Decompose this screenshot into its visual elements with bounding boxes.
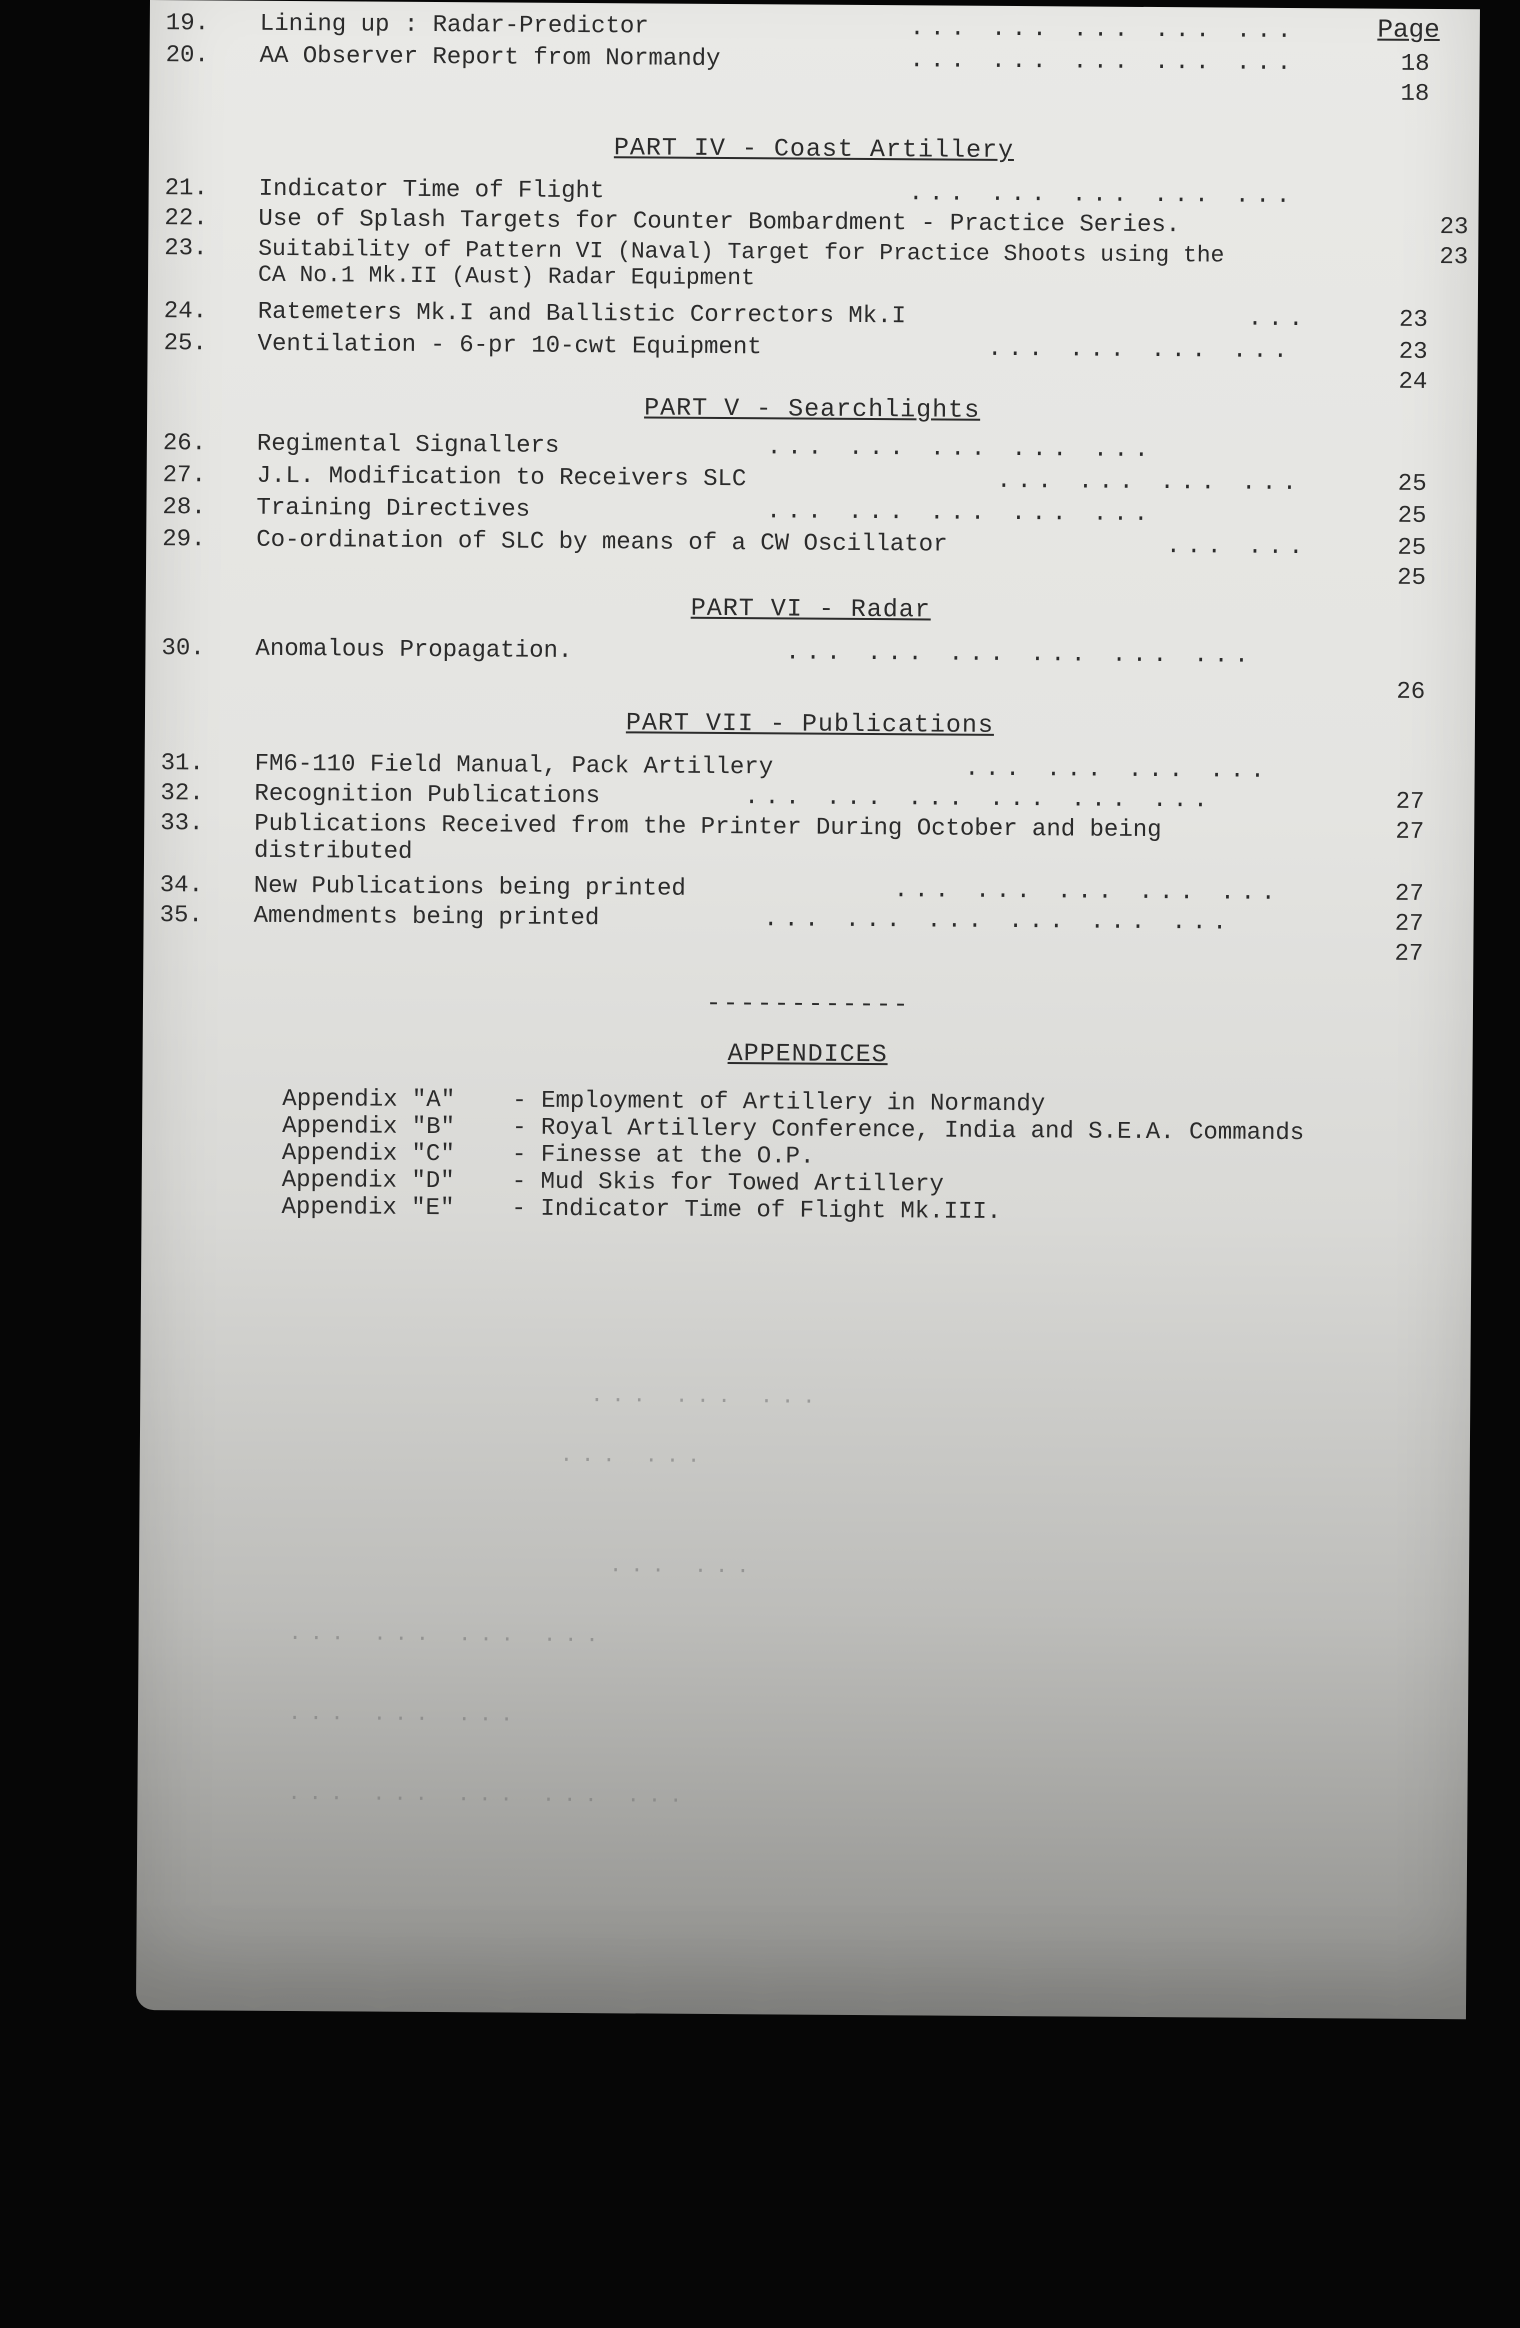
leader-dots: ... ... ... ... [987, 335, 1294, 365]
entry-title: Recognition Publications [254, 780, 601, 811]
appendix-item [281, 1194, 1001, 1226]
leader-dots: ... [1247, 305, 1310, 334]
appendices-heading: APPENDICES [727, 1039, 888, 1070]
appendix-label: Appendix "C" [281, 1139, 455, 1169]
appendix-label: Appendix "B" [282, 1112, 456, 1142]
entry-page: 27 [1394, 910, 1424, 938]
entry-page: 23 [1398, 338, 1428, 366]
section-heading: PART VII - Publications [625, 708, 995, 740]
leader-dots: ... ... ... ... ... ... [744, 784, 1214, 815]
entry-number: 28. [162, 494, 206, 522]
entry-title: Regimental Signallers [256, 430, 560, 460]
page-column-label: Page [1377, 14, 1440, 46]
leader-dots: ... ... ... ... [964, 755, 1271, 785]
entry-number: 24. [163, 298, 208, 326]
leader-dots: ... ... ... ... [996, 467, 1303, 498]
entry-title: J.L. Modification to Receivers SLC [256, 462, 747, 494]
entry-title: Anomalous Propagation. [255, 635, 573, 665]
entry-number: 30. [161, 635, 205, 663]
bleed-through-marks: ... ... ... [287, 1701, 522, 1728]
entry-title: New Publications being printed [253, 872, 686, 903]
entry-title: Ratemeters Mk.I and Ballistic Correctors Mk.I [257, 298, 907, 331]
entry-page: 26 [1396, 678, 1426, 706]
entry-title: Use of Splash Targets for Counter Bombardment - Practice Series. [258, 205, 1181, 240]
appendix-label: Appendix "E" [281, 1193, 455, 1223]
leader-dots: ... ... ... ... ... ... [763, 906, 1233, 937]
appendix-item [282, 1140, 815, 1171]
entry-page: 18 [1400, 80, 1430, 108]
entry-number: 20. [165, 42, 209, 70]
entry-title: Indicator Time of Flight [258, 175, 605, 206]
entry-title: Lining up : Radar-Predictor [259, 10, 649, 41]
entry-title: AA Observer Report from Normandy [259, 42, 721, 73]
entry-number: 34. [159, 872, 204, 900]
entry-title: Training Directives [256, 494, 531, 524]
entry-title: Co-ordination of SLC by means of a CW Oscillator [256, 526, 948, 559]
appendix-desc: - Royal Artillery Conference, India and S.E.A. Commands [512, 1114, 1305, 1148]
section-heading: PART IV - Coast Artillery [613, 133, 1015, 166]
entry-page: 25 [1397, 470, 1427, 498]
leader-dots: ... ... ... ... ... ... [785, 639, 1255, 670]
entry-page: 23 [1439, 244, 1469, 272]
section-heading: PART V - Searchlights [644, 393, 981, 425]
entry-page: 25 [1397, 564, 1427, 592]
entry-page: 24 [1398, 368, 1428, 396]
appendix-desc: - Employment of Artillery in Normandy [512, 1087, 1046, 1119]
bleed-through-marks: ... ... [559, 1442, 709, 1469]
entry-title: Publications Received from the Printer During October and being distributed [253, 810, 1162, 866]
leader-dots: ... ... ... ... ... [909, 47, 1298, 78]
entry-title: Ventilation - 6-pr 10-cwt Equipment [257, 330, 762, 362]
appendix-desc: - Mud Skis for Towed Artillery [511, 1168, 944, 1199]
leader-dots: ... ... ... ... ... [908, 180, 1297, 211]
entry-title: FM6-110 Field Manual, Pack Artillery [254, 750, 774, 782]
leader-dots: ... ... ... ... ... [766, 498, 1155, 529]
entry-number: 19. [165, 10, 210, 38]
bleed-through-marks: ... ... ... ... [288, 1621, 607, 1649]
entry-number: 26. [162, 430, 207, 458]
bleed-through-marks: ... ... ... ... ... [287, 1781, 691, 1809]
entry-page: 23 [1398, 306, 1428, 334]
entry-number: 27. [162, 462, 206, 490]
entry-page: 23 [1439, 214, 1469, 242]
entry-title: Amendments being printed [253, 902, 600, 933]
appendix-label: Appendix "D" [281, 1166, 455, 1196]
entry-number: 32. [160, 780, 204, 808]
document-page [136, 0, 1480, 2019]
entry-title: Suitability of Pattern VI (Naval) Target for Practice Shoots using the CA No.1 Mk.II (Aust) Radar Equipment [257, 235, 1225, 292]
leader-dots: ... ... [1166, 533, 1310, 562]
entry-number: 22. [164, 205, 208, 233]
entry-page: 25 [1397, 534, 1427, 562]
separator-line: ------------ [705, 988, 911, 1020]
entry-page: 25 [1397, 502, 1427, 530]
toc-entry [145, 670, 1475, 709]
leader-dots: ... ... ... ... ... [893, 877, 1282, 907]
toc-entry [145, 635, 1475, 674]
entry-page: 27 [1394, 940, 1424, 968]
appendix-desc: - Indicator Time of Flight Mk.III. [511, 1195, 1002, 1226]
entry-page: 27 [1394, 880, 1424, 908]
entry-page: 27 [1395, 788, 1425, 816]
entry-page: 18 [1400, 50, 1430, 78]
entry-number: 25. [163, 330, 207, 358]
toc-entry [148, 235, 1478, 304]
entry-number: 29. [162, 526, 206, 554]
entry-number: 31. [160, 750, 204, 778]
appendix-label: Appendix "A" [282, 1085, 456, 1115]
entry-number: 21. [164, 175, 208, 203]
entry-number: 33. [160, 810, 204, 838]
leader-dots: ... ... ... ... ... [766, 434, 1155, 465]
entry-number: 35. [159, 902, 203, 930]
bleed-through-marks: ... ... ... [590, 1383, 824, 1410]
section-heading: PART VI - Radar [690, 593, 931, 625]
entry-page: 27 [1395, 818, 1425, 846]
bleed-through-marks: ... ... [608, 1553, 758, 1580]
appendix-desc: - Finesse at the O.P. [511, 1141, 815, 1171]
entry-number: 23. [164, 235, 208, 263]
leader-dots: ... ... ... ... ... [909, 15, 1298, 46]
toc-entry [144, 810, 1474, 879]
